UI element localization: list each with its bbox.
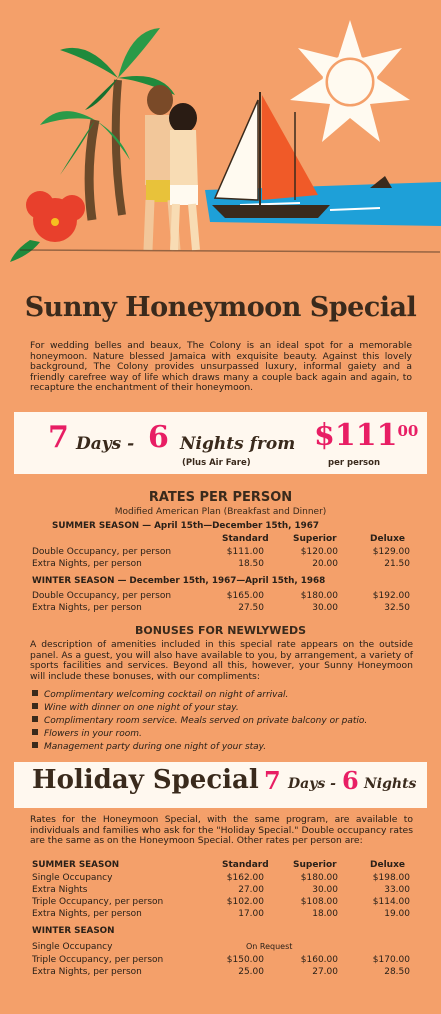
table-row: Single Occupancy On Request [32,942,293,952]
holiday-days-word: Days - [288,776,336,792]
bonuses-heading: BONUSES FOR NEWLYWEDS [134,624,307,637]
holiday-winter-label: WINTER SEASON [32,926,115,936]
couple-illustration [145,85,198,250]
table-row: Extra Nights 27.00 30.00 33.00 [32,885,410,895]
table-row: Single Occupancy $162.00 $180.00 $198.00 [32,873,410,883]
col-superior: Superior [293,534,337,544]
bonus-item: Complimentary welcoming cocktail on night of arrival. [32,690,288,700]
col-deluxe: Deluxe [370,534,405,544]
hibiscus-flower-icon [10,191,85,262]
holiday-summer-label: SUMMER SEASON [32,860,120,870]
per-person-note: per person [328,458,380,468]
table-row: Double Occupancy, per person $111.00 $120.00 $129.00 [32,547,410,557]
bonus-item: Flowers in your room. [32,729,142,739]
bonus-item: Complimentary room service. Meals served on private balcony or patio. [32,716,367,726]
offer-nights-number: 6 [148,420,169,455]
offer-nights-word: Nights from [180,434,296,454]
offer-price: $\$111^{00}$ [314,418,419,453]
table-row: Extra Nights, per person 27.50 30.00 32.50 [32,603,410,613]
holiday-nights-number: 6 [342,766,359,795]
table-row: Extra Nights, per person 17.00 18.00 19.00 [32,909,410,919]
offer-days-word: Days - [76,434,135,454]
table-row: Extra Nights, per person 18.50 20.00 21.50 [32,559,410,569]
holiday-col-standard: Standard [222,860,269,870]
table-row: Extra Nights, per person 25.00 27.00 28.50 [32,967,410,977]
bonus-item: Management party during one night of your stay. [32,742,266,752]
winter-season-label: WINTER SEASON — December 15th, 1967—April 15th, 1968 [32,576,326,586]
page-title: Sunny Honeymoon Special [24,292,417,323]
rates-heading: RATES PER PERSON [148,490,293,505]
bonus-item: Wine with dinner on one night of your stay. [32,703,239,713]
holiday-nights-word: Nights [364,776,417,792]
table-row: Double Occupancy, per person $165.00 $180.00 $192.00 [32,591,410,601]
table-row: Triple Occupancy, per person $150.00 $160.00 $170.00 [32,955,410,965]
intro-paragraph: For wedding belles and beaux, The Colony is an ideal spot for a memorable honeymoon. Nature blessed Jamaica with exquisite beauty. Against this lovely background, The Colony provides unsurpassed luxury, informal gaiety and a friendly carefree way of life which draws many a couple back again and again, to recapture the enchantment of their honeymoon. [30,340,412,394]
offer-days-number: 7 [48,420,69,455]
air-fare-note: (Plus Air Fare) [182,458,251,468]
bonuses-paragraph: A description of amenities included in this special rate appears on the outside panel. As a guest, you will also have available to you, by arrangement, a variety of sports facilities and services. Beyond all this, however, your Sunny Honeymoon will include these bonuses, with our compliments: [30,639,413,682]
rates-plan: Modified American Plan (Breakfast and Dinner) [114,507,327,517]
holiday-title: Holiday Special [32,765,259,795]
col-standard: Standard [222,534,269,544]
sun-icon [290,20,410,142]
honeymoon-illustration [0,0,441,270]
holiday-col-superior: Superior [293,860,337,870]
holiday-paragraph: Rates for the Honeymoon Special, with the same program, are available to individuals and families who ask for the "Holiday Special." Double occupancy rates are the same as on the Honeymoon Special. Other rates per person are: [30,814,413,847]
table-row: Triple Occupancy, per person $102.00 $108.00 $114.00 [32,897,410,907]
summer-season-label: SUMMER SEASON — April 15th—December 15th, 1967 [52,521,320,531]
holiday-col-deluxe: Deluxe [370,860,405,870]
holiday-days-number: 7 [264,766,281,795]
on-request-note: On Request [246,942,293,951]
